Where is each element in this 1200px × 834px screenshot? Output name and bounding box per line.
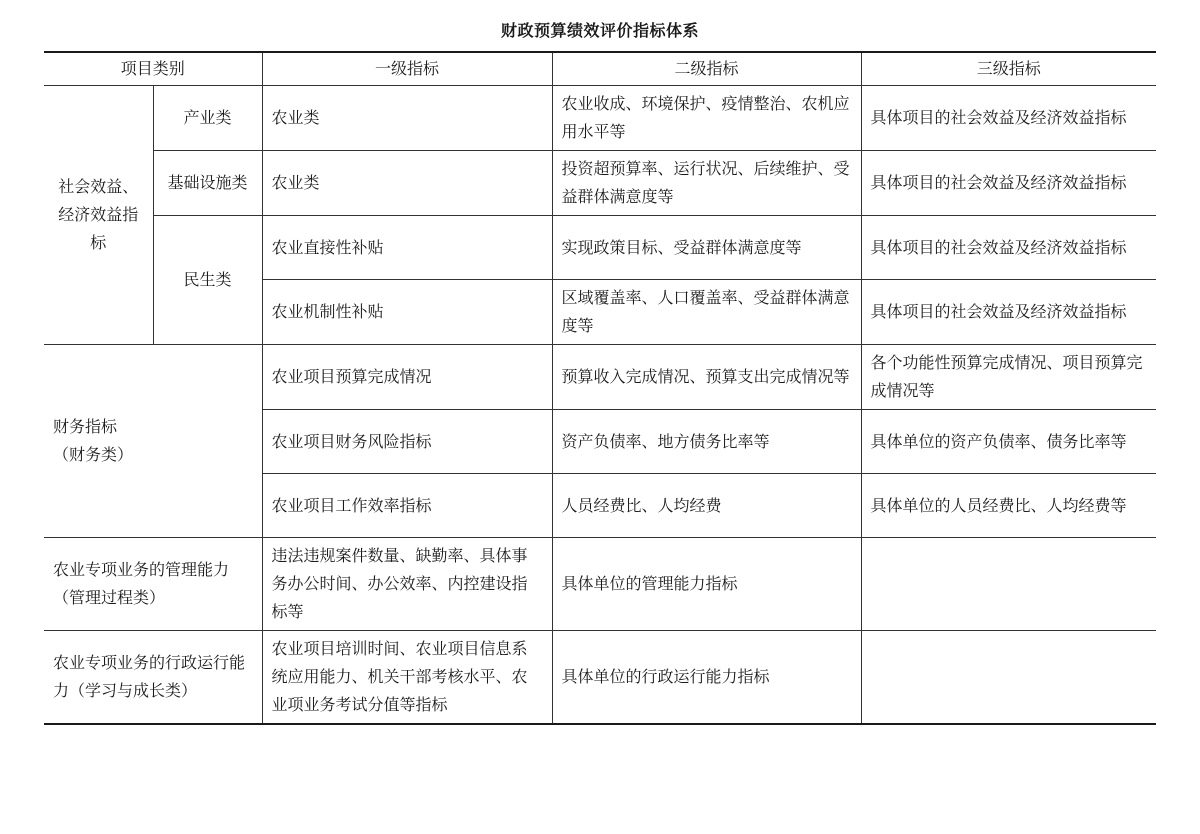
level1-cell: 违法违规案件数量、缺勤率、具体事务办公时间、办公效率、内控建设指标等 xyxy=(262,538,552,631)
table-row xyxy=(44,345,1156,410)
level3-cell: 具体项目的社会效益及经济效益指标 xyxy=(861,151,1156,216)
level2-cell: 区域覆盖率、人口覆盖率、受益群体满意度等 xyxy=(552,280,861,345)
header-level3: 三级指标 xyxy=(861,52,1156,86)
level2-cell: 投资超预算率、运行状况、后续维护、受益群体满意度等 xyxy=(552,151,861,216)
header-level1: 一级指标 xyxy=(262,52,552,86)
level1-cell: 农业项目财务风险指标 xyxy=(262,410,552,474)
level3-cell: 具体单位的资产负债率、债务比率等 xyxy=(861,410,1156,474)
level3-cell: 具体项目的社会效益及经济效益指标 xyxy=(861,280,1156,345)
level2-cell: 农业收成、环境保护、疫情整治、农机应用水平等 xyxy=(552,86,861,151)
header-row xyxy=(44,52,1156,86)
level2-cell: 预算收入完成情况、预算支出完成情况等 xyxy=(552,345,861,410)
group-admin-label: 农业专项业务的行政运行能力（学习与成长类） xyxy=(44,631,262,725)
group-management-label: 农业专项业务的管理能力（管理过程类） xyxy=(44,538,262,631)
level1-cell: 农业机制性补贴 xyxy=(262,280,552,345)
table-row xyxy=(44,538,1156,631)
level3-cell: 具体项目的社会效益及经济效益指标 xyxy=(861,86,1156,151)
header-level2: 二级指标 xyxy=(552,52,861,86)
level1-cell: 农业类 xyxy=(262,86,552,151)
level3-cell xyxy=(861,631,1156,725)
level1-cell: 农业项目工作效率指标 xyxy=(262,474,552,538)
header-category: 项目类别 xyxy=(44,52,262,86)
level2-cell: 资产负债率、地方债务比率等 xyxy=(552,410,861,474)
level3-cell: 具体单位的人员经费比、人均经费等 xyxy=(861,474,1156,538)
level2-cell: 实现政策目标、受益群体满意度等 xyxy=(552,216,861,280)
level3-cell: 各个功能性预算完成情况、项目预算完成情况等 xyxy=(861,345,1156,410)
level2-cell: 具体单位的管理能力指标 xyxy=(552,538,861,631)
level1-cell: 农业直接性补贴 xyxy=(262,216,552,280)
subcategory-livelihood: 民生类 xyxy=(153,216,262,345)
page-title: 财政预算绩效评价指标体系 xyxy=(500,21,699,40)
level3-cell xyxy=(861,538,1156,631)
table-row xyxy=(44,151,1156,216)
subcategory-infrastructure: 基础设施类 xyxy=(153,151,262,216)
table-row xyxy=(44,86,1156,151)
group-finance-label: 财务指标 （财务类） xyxy=(44,345,262,538)
indicator-table xyxy=(44,51,1156,725)
level2-cell: 人员经费比、人均经费 xyxy=(552,474,861,538)
subcategory-industry: 产业类 xyxy=(153,86,262,151)
group-social-label: 社会效益、经济效益指标 xyxy=(44,86,153,345)
level2-cell: 具体单位的行政运行能力指标 xyxy=(552,631,861,725)
table-row xyxy=(44,631,1156,725)
level1-cell: 农业类 xyxy=(262,151,552,216)
level3-cell: 具体项目的社会效益及经济效益指标 xyxy=(861,216,1156,280)
level1-cell: 农业项目培训时间、农业项目信息系统应用能力、机关干部考核水平、农业项业务考试分值等指标 xyxy=(262,631,552,725)
table-row xyxy=(44,216,1156,280)
level1-cell: 农业项目预算完成情况 xyxy=(262,345,552,410)
